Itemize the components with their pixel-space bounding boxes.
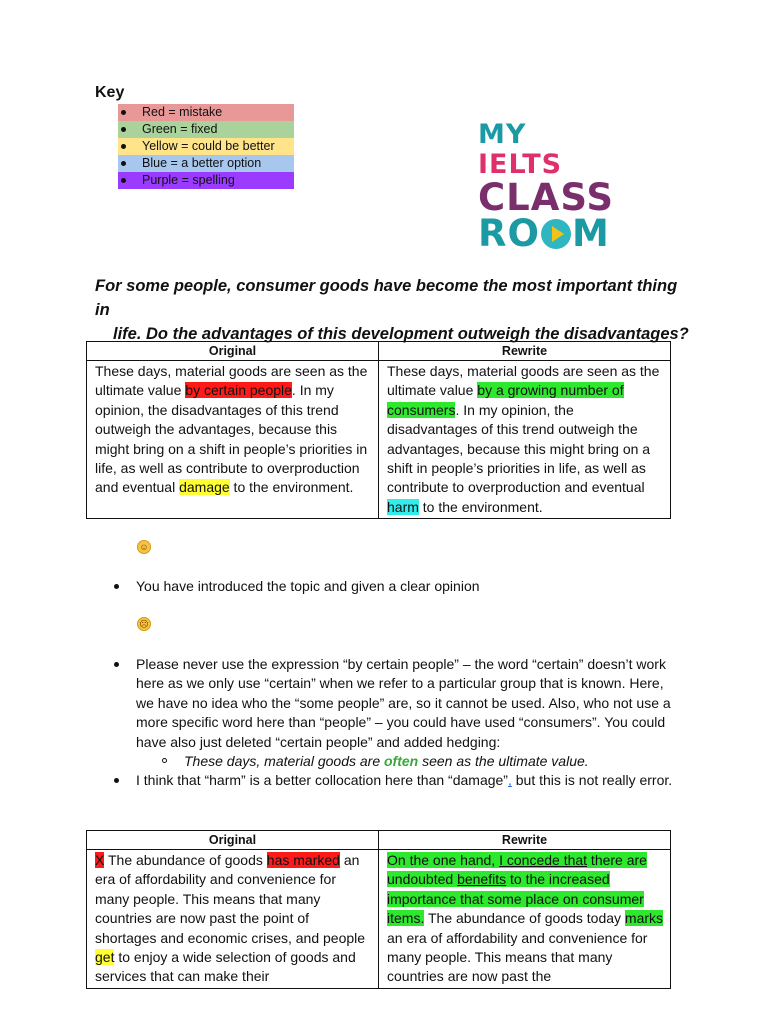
hedging-example: These days, material goods are often seen as the ultimate value. — [136, 752, 684, 771]
key-list — [118, 104, 294, 189]
highlight-mistake: by certain people — [185, 382, 292, 399]
header-rewrite: Rewrite — [379, 831, 671, 850]
key-item-purple: Purple = spelling — [118, 172, 294, 189]
highlight-fixed: by a growing number of consumers — [387, 382, 624, 418]
highlight-mistake: X — [95, 852, 105, 868]
my-ielts-classroom-logo: MY IELTS CLASS RO M — [478, 119, 614, 255]
play-icon — [541, 219, 571, 249]
key-item-green: Green = fixed — [118, 121, 294, 138]
positive-feedback-list — [136, 577, 696, 596]
original-paragraph: X The abundance of goods has marked an era of affordability and convenience for many people. This means that many countries are now past the point of shortages and economic crises, and people get to enjoy a wide selection of goods and services that can make their — [87, 850, 379, 989]
relieved-face-icon: ☹ — [137, 617, 151, 631]
highlight-could-be-better: damage — [179, 479, 230, 496]
key-item-red: Red = mistake — [118, 104, 294, 121]
highlight-fixed: On the one hand, I concede that there are undoubted benefits to the increased importance that some place on consumer items. — [387, 852, 647, 927]
rewrite-paragraph: On the one hand, I concede that there are undoubted benefits to the increased importance that some place on consumer items. The abundance of goods today marks an era of affordability and convenience for many people. This means that many countries are now past the — [379, 850, 671, 989]
highlight-better-option: harm — [387, 498, 419, 515]
list-item: You have introduced the topic and given a clear opinion — [136, 577, 696, 596]
key-item-yellow: Yellow = could be better — [118, 138, 294, 155]
comparison-table-1 — [86, 341, 671, 519]
essay-prompt: For some people, consumer goods have become the most important thing in life. Do the advantages of this development outweigh the disadvantages? — [95, 277, 689, 343]
comparison-table-2 — [86, 830, 671, 989]
rewrite-paragraph: These days, material goods are seen as the ultimate value by a growing number of consumers. In my opinion, the disadvantages of this trend outweigh the advantages, because this might bring on a shift in people’s priorities in life, as well as contribute to overproduction and eventual harm to the environment. — [379, 361, 671, 519]
list-item: I think that “harm” is a better collocation here than “damage”, but this is not really error. — [136, 771, 684, 790]
header-original: Original — [87, 831, 379, 850]
negative-feedback-list — [136, 655, 684, 791]
header-original: Original — [87, 342, 379, 361]
key-item-blue: Blue = a better option — [118, 155, 294, 172]
original-paragraph: These days, material goods are seen as the ultimate value by certain people. In my opinion, the disadvantages of this trend outweigh the advantages, because this might bring on a shift in people’s priorities in life, as well as contribute to overproduction and eventual damage to the environment. — [87, 361, 379, 519]
highlight-could-be-better: get — [95, 949, 115, 966]
header-rewrite: Rewrite — [379, 342, 671, 361]
smiling-face-icon: ☺ — [137, 540, 151, 554]
highlight-mistake: has marked — [266, 852, 340, 868]
highlight-fixed: marks — [624, 910, 664, 927]
list-item: Please never use the expression “by certain people” – the word “certain” doesn’t work here as we only use “certain” when we refer to a particular group that is known. Here, we have no idea who the “some people” are, so it cannot be used. Also, who not use a more specific word here than “people” – you could have used “consumers”. You could have also just deleted “certain people” and added hedging: These days, material goods are often seen as the ultimate value. — [136, 655, 684, 771]
key-title: Key — [95, 84, 125, 101]
